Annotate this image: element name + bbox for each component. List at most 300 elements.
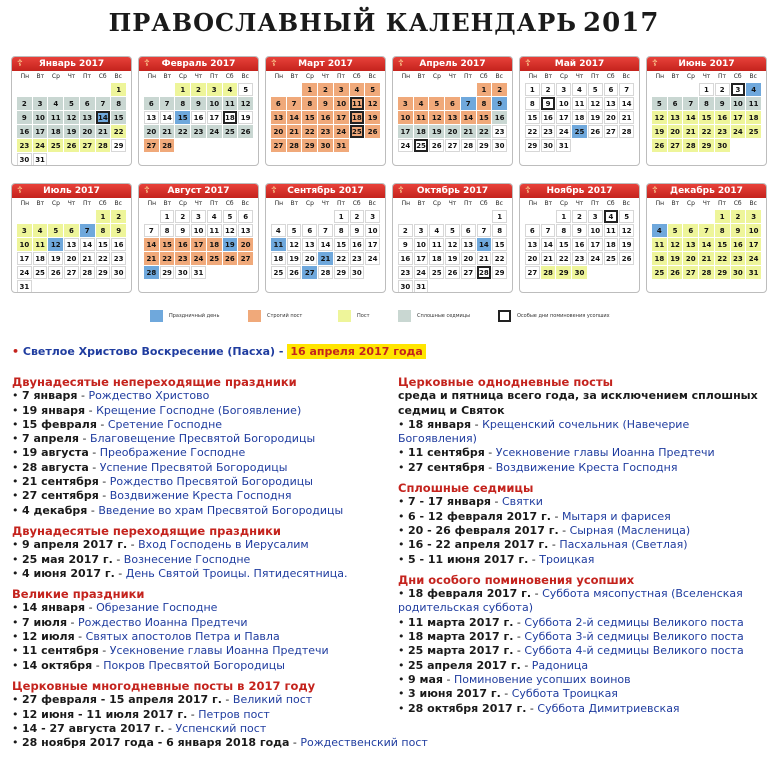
weekday-label: Чт — [575, 200, 584, 207]
list-item — [12, 708, 392, 722]
bullet: • — [398, 672, 408, 686]
bullet: • — [12, 345, 23, 358]
day-cell: 1 — [525, 83, 540, 96]
day-cell: 12 — [445, 238, 460, 251]
weekday-label: Вт — [544, 200, 553, 207]
separator: - — [85, 403, 97, 417]
day-cell: 27 — [302, 266, 317, 279]
day-cell: 2 — [492, 83, 507, 96]
day-cell: 25 — [271, 266, 286, 279]
day-cell: 16 — [175, 238, 190, 251]
month-name: Май 2017 — [554, 59, 605, 69]
item-date: 4 июня 2017 г. — [22, 566, 115, 580]
empty-cell — [414, 83, 429, 96]
day-cell: 13 — [668, 111, 683, 124]
weekday-label: Сб — [98, 73, 107, 80]
day-cell: 28 — [96, 139, 111, 152]
weekday-row — [393, 198, 512, 208]
day-cell: 2 — [350, 210, 365, 223]
separator: - — [442, 672, 454, 686]
list-item — [12, 616, 392, 630]
weekday-label: Пт — [591, 200, 600, 207]
day-cell: 17 — [334, 111, 349, 124]
weekday-label: Вс — [241, 200, 249, 207]
list-item — [12, 475, 392, 489]
separator: - — [491, 495, 502, 509]
weekday-label: Вт — [36, 200, 45, 207]
item-name: Рождественский пост — [300, 736, 428, 750]
list-item — [398, 616, 760, 630]
weekday-label: Вс — [368, 73, 376, 80]
day-cell: 13 — [461, 238, 476, 251]
day-cell: 24 — [398, 139, 413, 152]
day-cell: 11 — [652, 238, 667, 251]
item-name: Успенский пост — [175, 721, 267, 735]
day-cell: 20 — [525, 252, 540, 265]
day-cell: 3 — [191, 210, 206, 223]
weekday-label: Ср — [178, 73, 187, 80]
separator: - — [77, 389, 89, 403]
day-cell: 22 — [175, 125, 190, 138]
day-cell: 18 — [414, 125, 429, 138]
strict-fast-swatch — [248, 310, 261, 322]
item-name: Суббота 2-й седмицы Великого поста — [524, 615, 744, 629]
list-item — [398, 587, 760, 616]
empty-cell — [17, 83, 32, 96]
day-cell: 21 — [619, 111, 634, 124]
day-cell: 4 — [48, 97, 63, 110]
day-cell: 26 — [445, 266, 460, 279]
day-cell: 21 — [96, 125, 111, 138]
bullet: • — [12, 630, 22, 644]
weekday-label: Сб — [352, 200, 361, 207]
day-cell: 27 — [64, 266, 79, 279]
day-cell: 27 — [445, 139, 460, 152]
day-cell: 14 — [699, 238, 714, 251]
weekday-label: Пт — [591, 73, 600, 80]
empty-cell — [96, 83, 111, 96]
day-cell: 5 — [64, 97, 79, 110]
day-cell: 7 — [619, 83, 634, 96]
empty-cell — [477, 210, 492, 223]
item-date: 7 января — [22, 389, 78, 403]
month-name: Июль 2017 — [43, 186, 100, 196]
day-cell: 10 — [731, 97, 746, 110]
day-cell: 18 — [652, 252, 667, 265]
empty-cell — [64, 210, 79, 223]
day-cell: 16 — [318, 111, 333, 124]
weekday-row — [139, 71, 258, 81]
legend-label: Пост — [357, 313, 370, 319]
day-cell: 8 — [699, 97, 714, 110]
day-cell: 30 — [492, 139, 507, 152]
day-cell: 2 — [111, 210, 126, 223]
legend-label: Сплошные седмицы — [417, 313, 471, 319]
item-name: День Святой Троицы. Пятидесятница. — [125, 566, 348, 580]
list-item — [398, 510, 760, 524]
day-cell: 7 — [318, 224, 333, 237]
day-cell: 11 — [572, 97, 587, 110]
separator: - — [484, 460, 496, 474]
day-cell: 21 — [477, 252, 492, 265]
weekday-row — [647, 71, 766, 81]
bullet: • — [12, 721, 22, 735]
day-cell: 27 — [525, 266, 540, 279]
list-item — [12, 659, 392, 673]
item-name: Мытаря и фарисея — [561, 509, 671, 523]
separator: - — [96, 417, 108, 431]
easter-line — [12, 345, 426, 358]
weekday-label: Пт — [83, 200, 92, 207]
item-name: Троицкая — [539, 552, 595, 566]
day-cell: 10 — [746, 224, 761, 237]
day-cell: 27 — [683, 266, 698, 279]
legend-item-holiday — [150, 310, 219, 322]
day-cell: 25 — [604, 252, 619, 265]
separator: - — [114, 566, 126, 580]
day-cell: 24 — [731, 125, 746, 138]
legend-item-fast — [338, 310, 369, 322]
day-cell: 18 — [207, 238, 222, 251]
month-name: Февраль 2017 — [161, 59, 236, 69]
day-cell: 14 — [683, 111, 698, 124]
day-cell: 1 — [556, 210, 571, 223]
title-year: 2017 — [583, 8, 660, 38]
item-date: 18 марта 2017 г. — [408, 630, 514, 644]
item-date: 14 - 27 августа 2017 г. — [22, 721, 165, 735]
separator: - — [187, 707, 199, 721]
cross-icon: ☦ — [17, 186, 23, 196]
day-cell: 5 — [223, 210, 238, 223]
weekday-label: Сб — [479, 200, 488, 207]
day-cell: 26 — [238, 125, 253, 138]
weekday-label: Сб — [98, 200, 107, 207]
day-cell: 9 — [398, 238, 413, 251]
weekday-label: Вт — [544, 73, 553, 80]
day-cell: 27 — [461, 266, 476, 279]
day-cell: 17 — [588, 238, 603, 251]
day-cell: 6 — [668, 97, 683, 110]
separator: - — [558, 523, 570, 537]
bullet: • — [398, 460, 408, 474]
day-cell: 6 — [525, 224, 540, 237]
item-date: 18 января — [408, 417, 472, 431]
weekday-label: Вт — [417, 200, 426, 207]
day-cell: 31 — [334, 139, 349, 152]
empty-cell — [429, 83, 444, 96]
list-item — [12, 418, 392, 432]
day-cell: 18 — [604, 238, 619, 251]
day-cell: 30 — [318, 139, 333, 152]
list-item — [12, 461, 392, 475]
day-cell: 11 — [271, 238, 286, 251]
list-item — [398, 495, 760, 509]
day-cell: 21 — [699, 252, 714, 265]
day-cell: 31 — [191, 266, 206, 279]
list-item — [12, 553, 392, 567]
day-cell: 25 — [414, 139, 429, 152]
weekday-label: Пн — [274, 73, 283, 80]
weekday-label: Чт — [67, 200, 76, 207]
day-cell: 19 — [365, 111, 380, 124]
day-cell: 5 — [668, 224, 683, 237]
weekday-label: Вт — [671, 73, 680, 80]
day-cell: 23 — [111, 252, 126, 265]
day-grid — [393, 208, 512, 293]
weekday-label: Вс — [622, 200, 630, 207]
list-item — [12, 736, 428, 750]
day-cell: 7 — [683, 97, 698, 110]
item-name: Вход Господень в Иерусалим — [138, 538, 309, 552]
empty-cell — [683, 210, 698, 223]
weekday-label: Пт — [210, 200, 219, 207]
weekday-label: Чт — [67, 73, 76, 80]
separator: - — [88, 446, 100, 460]
holiday-swatch — [150, 310, 163, 322]
month-calendar — [138, 56, 259, 166]
day-cell: 2 — [398, 224, 413, 237]
cross-icon: ☦ — [271, 59, 277, 69]
day-cell: 28 — [619, 125, 634, 138]
month-header — [647, 57, 766, 71]
weekday-label: Пн — [274, 200, 283, 207]
weekday-label: Сб — [606, 73, 615, 80]
day-cell: 9 — [715, 97, 730, 110]
separator: - — [528, 552, 540, 566]
day-cell: 9 — [191, 97, 206, 110]
list-item — [12, 404, 392, 418]
day-cell: 5 — [238, 83, 253, 96]
list-item — [398, 687, 760, 701]
item-date: 14 января — [22, 601, 86, 615]
day-cell: 15 — [492, 238, 507, 251]
day-cell: 10 — [365, 224, 380, 237]
day-cell: 5 — [619, 210, 634, 223]
day-cell: 19 — [238, 111, 253, 124]
day-cell: 19 — [223, 238, 238, 251]
day-cell: 22 — [96, 252, 111, 265]
cross-icon: ☦ — [398, 59, 404, 69]
legend-label: Праздничный день — [169, 313, 220, 319]
day-cell: 7 — [160, 97, 175, 110]
list-item — [398, 673, 760, 687]
bullet: • — [398, 701, 408, 715]
month-name: Декабрь 2017 — [670, 186, 743, 196]
month-header — [393, 57, 512, 71]
weekday-label: Вт — [417, 73, 426, 80]
item-date: 20 - 26 февраля 2017 г. — [408, 523, 559, 537]
day-grid — [139, 81, 258, 152]
day-cell: 28 — [699, 266, 714, 279]
weekday-label: Чт — [194, 73, 203, 80]
list-item — [12, 644, 392, 658]
bullet: • — [398, 523, 408, 537]
day-cell: 6 — [445, 97, 460, 110]
day-cell: 9 — [492, 97, 507, 110]
day-cell: 4 — [207, 210, 222, 223]
day-cell: 15 — [699, 111, 714, 124]
month-name: Апрель 2017 — [419, 59, 486, 69]
day-cell: 24 — [207, 125, 222, 138]
day-cell: 31 — [556, 139, 571, 152]
weekday-label: Ср — [432, 73, 441, 80]
separator: - — [78, 432, 90, 446]
bullet: • — [12, 552, 22, 566]
day-cell: 21 — [287, 125, 302, 138]
day-cell: 14 — [461, 111, 476, 124]
bullet: • — [12, 503, 22, 517]
day-cell: 23 — [541, 125, 556, 138]
day-cell: 19 — [287, 252, 302, 265]
day-cell: 26 — [588, 125, 603, 138]
bullet: • — [398, 495, 408, 509]
item-date: 7 - 17 января — [408, 495, 491, 509]
day-cell: 1 — [492, 210, 507, 223]
item-name: Рождество Иоанна Предтечи — [77, 615, 248, 629]
day-cell: 16 — [715, 111, 730, 124]
day-cell: 15 — [175, 111, 190, 124]
day-cell: 11 — [207, 224, 222, 237]
day-cell: 28 — [683, 139, 698, 152]
cross-icon: ☦ — [525, 186, 531, 196]
weekday-label: Пн — [147, 200, 156, 207]
list-item — [398, 630, 760, 644]
day-cell: 6 — [238, 210, 253, 223]
bullet: • — [12, 446, 22, 460]
day-cell: 14 — [80, 238, 95, 251]
day-cell: 7 — [461, 97, 476, 110]
list-item — [12, 446, 392, 460]
weekday-label: Вс — [114, 73, 122, 80]
bullet: • — [398, 630, 408, 644]
day-cell: 5 — [287, 224, 302, 237]
day-cell: 15 — [477, 111, 492, 124]
weekday-label: Ср — [559, 200, 568, 207]
list-item — [398, 553, 760, 567]
day-cell: 2 — [715, 83, 730, 96]
weekday-label: Сб — [733, 73, 742, 80]
separator: - — [74, 630, 86, 644]
day-cell: 29 — [556, 266, 571, 279]
day-cell: 13 — [80, 111, 95, 124]
day-cell: 4 — [572, 83, 587, 96]
day-cell: 17 — [746, 238, 761, 251]
bullet: • — [398, 615, 408, 629]
weekday-label: Сб — [225, 73, 234, 80]
item-date: 3 июня 2017 г. — [408, 687, 501, 701]
list-item — [398, 644, 760, 658]
easter-date: 16 апреля 2017 года — [287, 344, 426, 359]
empty-cell — [445, 210, 460, 223]
day-cell: 17 — [191, 238, 206, 251]
item-name: Суббота Троицкая — [511, 687, 618, 701]
day-cell: 7 — [80, 224, 95, 237]
item-date: 25 мая 2017 г. — [22, 552, 113, 566]
weekday-label: Ср — [51, 200, 60, 207]
day-cell: 13 — [604, 97, 619, 110]
day-cell: 16 — [350, 238, 365, 251]
day-cell: 23 — [398, 266, 413, 279]
day-cell: 5 — [429, 97, 444, 110]
day-cell: 20 — [271, 125, 286, 138]
item-name: Суббота 3-й седмицы Великого поста — [524, 630, 744, 644]
list-item — [398, 524, 760, 538]
day-cell: 7 — [699, 224, 714, 237]
item-date: 28 ноября 2017 года - 6 января 2018 года — [22, 736, 290, 750]
day-cell: 16 — [541, 111, 556, 124]
month-calendar — [265, 183, 386, 293]
day-grid — [647, 81, 766, 152]
empty-cell — [398, 210, 413, 223]
weekday-label: Пт — [464, 200, 473, 207]
item-name: Введение во храм Пресвятой Богородицы — [98, 503, 344, 517]
day-cell: 8 — [334, 224, 349, 237]
day-cell: 15 — [525, 111, 540, 124]
item-name: Крещение Господне (Богоявление) — [96, 403, 302, 417]
empty-cell — [144, 83, 159, 96]
day-cell: 25 — [48, 139, 63, 152]
weekday-label: Ср — [559, 73, 568, 80]
day-cell: 7 — [541, 224, 556, 237]
day-cell: 8 — [556, 224, 571, 237]
item-name: Усекновение главы Иоанна Предтечи — [495, 446, 715, 460]
day-cell: 3 — [207, 83, 222, 96]
day-cell: 2 — [191, 83, 206, 96]
day-cell: 8 — [96, 224, 111, 237]
month-calendar — [11, 56, 132, 166]
day-cell: 1 — [334, 210, 349, 223]
weekday-row — [520, 71, 639, 81]
empty-cell — [80, 83, 95, 96]
item-name: Благовещение Пресвятой Богородицы — [89, 432, 316, 446]
day-grid — [266, 81, 385, 152]
item-date: 27 февраля - 15 апреля 2017 г. — [22, 693, 222, 707]
section-heading: Двунадесятые переходящие праздники — [12, 523, 281, 538]
day-cell: 8 — [477, 97, 492, 110]
day-cell: 28 — [477, 266, 492, 279]
day-cell: 9 — [318, 97, 333, 110]
day-cell: 20 — [238, 238, 253, 251]
day-cell: 14 — [541, 238, 556, 251]
day-cell: 10 — [556, 97, 571, 110]
day-cell: 8 — [111, 97, 126, 110]
day-cell: 24 — [414, 266, 429, 279]
month-calendar — [138, 183, 259, 293]
day-cell: 13 — [302, 238, 317, 251]
weekday-label: Сб — [479, 73, 488, 80]
bullet: • — [12, 658, 22, 672]
separator: - — [550, 509, 562, 523]
day-cell: 23 — [715, 125, 730, 138]
day-cell: 17 — [414, 252, 429, 265]
day-cell: 2 — [175, 210, 190, 223]
day-cell: 3 — [746, 210, 761, 223]
day-cell: 18 — [746, 111, 761, 124]
separator: - — [513, 644, 525, 658]
day-cell: 3 — [588, 210, 603, 223]
day-cell: 19 — [429, 125, 444, 138]
day-cell: 23 — [572, 252, 587, 265]
day-cell: 26 — [287, 266, 302, 279]
day-cell: 20 — [144, 125, 159, 138]
day-cell: 15 — [556, 238, 571, 251]
weekday-label: Пн — [20, 73, 29, 80]
day-cell: 18 — [223, 111, 238, 124]
day-cell: 26 — [365, 125, 380, 138]
day-cell: 1 — [302, 83, 317, 96]
legend-item-strict-fast — [248, 310, 302, 322]
empty-cell — [287, 83, 302, 96]
